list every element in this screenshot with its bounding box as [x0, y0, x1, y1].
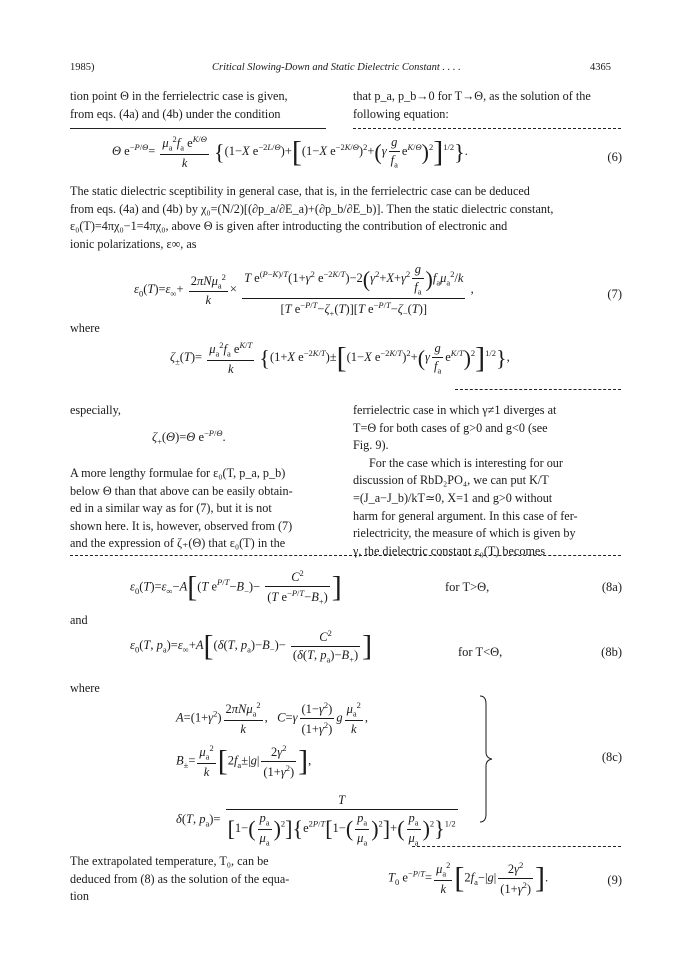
and-label: and	[70, 613, 88, 627]
text-line: ionic polarizations, ε∞, as	[70, 236, 197, 251]
equation-number: (9)	[607, 873, 622, 887]
equation-number: (8a)	[601, 580, 622, 594]
equation-number: (7)	[607, 287, 622, 301]
text-line: below Θ than that above can be easily obtain-	[70, 483, 293, 498]
text-line: rielectricity, the measure of which is given by	[353, 526, 576, 541]
where-label: where	[70, 321, 100, 335]
column-rule	[455, 389, 621, 390]
text-line: and the expression of ζ₊(Θ) that ε₀(T) in the	[70, 536, 286, 551]
equation-8c-a: $A=(1+\gamma^2)$ $\frac{2\pi N\mu_a^2}{k}$ , C=γ $\frac{(1-\gamma^2)}{(1+\gamma^2)}$ g $\frac{\mu_a^2}{k}$ ,	[176, 700, 369, 737]
zeta-theta-equation: $\zeta_+(\Theta)=\Theta$ $e^{-P/\Theta}$.	[152, 428, 226, 447]
text-line: For the case which is interesting for our	[369, 455, 563, 470]
text-line: harm for general argument. In this case of fer-	[353, 508, 578, 523]
condition-8b: for T<Θ,	[458, 645, 503, 659]
section-rule	[70, 555, 621, 556]
header-page-number: 4365	[590, 62, 611, 73]
text-line: T=Θ for both cases of g>0 and g<0 (see	[353, 420, 548, 435]
intro-right	[353, 88, 621, 123]
zeta-equation: $\zeta_\pm(T)=$ $\frac{\mu_a^2f_a e^{K/T}}{k}$ {(1+X $e^{-2K/T})\pm[(1-X$ $e^{-2K/T})^2+(\gamma$ $\frac{g}{f_a}$ $e^{K/T})^2]^{1/2}$},	[170, 340, 510, 376]
text-line: tion	[70, 889, 89, 904]
equation-8a: $\varepsilon_0(T)=\varepsilon_\infty-A[(T$ $e^{P/T}-B_-)-$ $\frac{C^2}{(T e^{-P/T}-B_+)}$ ]	[130, 568, 342, 607]
text-line: from eqs. (4a) and (4b) by χ₀=(N/2)[(∂p_a/∂E_a)+(∂p_b/∂E_b)]. Then the static dielectric constant,	[70, 201, 554, 216]
brace-8c	[478, 694, 494, 824]
equation-6: Θ $e^{-P/\Theta}=$ $\frac{\mu_a^2f_a e^{K/\Theta}}{k}$ {(1−X $e^{-2L/\Theta})+[(1-X$ $e^{-2K/\Theta})^2+(\gamma$ $\frac{g}{f_a}$ $e^{K/\Theta})^2]^{1/2}$}.	[112, 134, 468, 170]
intro-left	[70, 88, 338, 123]
condition-8a: for T>Θ,	[445, 580, 490, 594]
text-line: following equation:	[353, 106, 449, 121]
where-label: where	[70, 681, 100, 695]
equation-8c-b: $B_\pm=$ $\frac{\mu_a^2}{k}$ [$2f_a\pm|g|$ $\frac{2\gamma^2}{(1+\gamma^2)}$ ],	[176, 743, 312, 780]
text-line: ed in a similar way as for (7), but it is not	[70, 501, 272, 516]
equation-number: (8b)	[601, 645, 622, 659]
column-rule	[353, 128, 621, 129]
text-line: ε₀(T)=4πχ₀−1=4πχ₀, above Θ is given after introducting the contribution of electronic and	[70, 219, 508, 234]
especially-block	[70, 402, 338, 420]
header-year: 1985)	[70, 62, 95, 73]
ferrielectric-paragraph	[353, 402, 621, 560]
equation-9: $T_0$ $e^{-P/T}=$ $\frac{\mu_a^2}{k}$ [$2f_a-|g|$ $\frac{2\gamma^2}{(1+\gamma^2)}$ ].	[388, 860, 549, 897]
text-line: that p_a, p_b→0 for T→Θ, as the solution of the	[353, 89, 591, 103]
text-line: from eqs. (4a) and (4b) under the condition	[70, 106, 281, 121]
equation-number: (6)	[607, 150, 622, 164]
text-line: The extrapolated temperature, T₀, can be	[70, 854, 269, 868]
equation-number: (8c)	[601, 750, 622, 764]
lengthy-paragraph	[70, 465, 338, 553]
susceptibility-paragraph	[70, 183, 621, 253]
text-line: deduced from (8) as the solution of the equa-	[70, 871, 290, 886]
equation-8c-c: δ(T, $p_a)=$ T [1−( $\frac{p_a}{\mu_a}$ )$^2]\{e^{2P/T}[1-$( $\frac{p_a}{\mu_a}$ )$^2$]+( $\frac{p_a}{\mu_a}$ )$^2$}$^{1/2}$	[176, 793, 456, 847]
column-rule	[412, 846, 621, 847]
extrapolated-paragraph	[70, 853, 342, 906]
text-line: The static dielectric sceptibility in general case, that is, in the ferrielectric case can be deduced	[70, 184, 530, 198]
equation-8b: $\varepsilon_0(T$, $p_a)=\varepsilon_\infty+A[(\delta(T$, $p_a)-B_-)-$ $\frac{C^2}{(\delta(T, p_a)-B_+)}$ ]	[130, 628, 373, 665]
column-rule	[70, 128, 326, 129]
text-line: tion point Θ in the ferrielectric case is given,	[70, 89, 288, 103]
text-line: Fig. 9).	[353, 438, 389, 453]
equation-7: $\varepsilon_0(T)=\varepsilon_\infty+$ $\frac{2\pi N\mu_a^2}{k}$ × T $e^{(P-K)/T}(1+\gamma^2$ $e^{-2K/T})-2(\gamma^2+X+\gamma^2$ $\frac{g}{f_a}$ )$f_a\mu_a^2/k$ [T $e^{-P/T}-\zeta_+(T)][T$ $e^{-P/T}-\zeta_-(T)$] ,	[134, 262, 474, 319]
text-line: ferrielectric case in which γ≠1 diverges at	[353, 403, 557, 417]
text-line: especially,	[70, 403, 121, 417]
text-line: γ, the dielectric constant ε₀(T) becomes	[353, 543, 546, 558]
text-line: =(J_a−J_b)/kT≃0, X=1 and g>0 without	[353, 490, 553, 505]
text-line: discussion of RbD₂PO₄, we can put K/T	[353, 473, 549, 488]
text-line: A more lengthy formulae for ε₀(T, p_a, p_b)	[70, 466, 286, 480]
text-line: shown here. It is, however, observed from (7)	[70, 518, 293, 533]
header-title: Critical Slowing-Down and Static Dielectric Constant . . . .	[212, 62, 461, 73]
